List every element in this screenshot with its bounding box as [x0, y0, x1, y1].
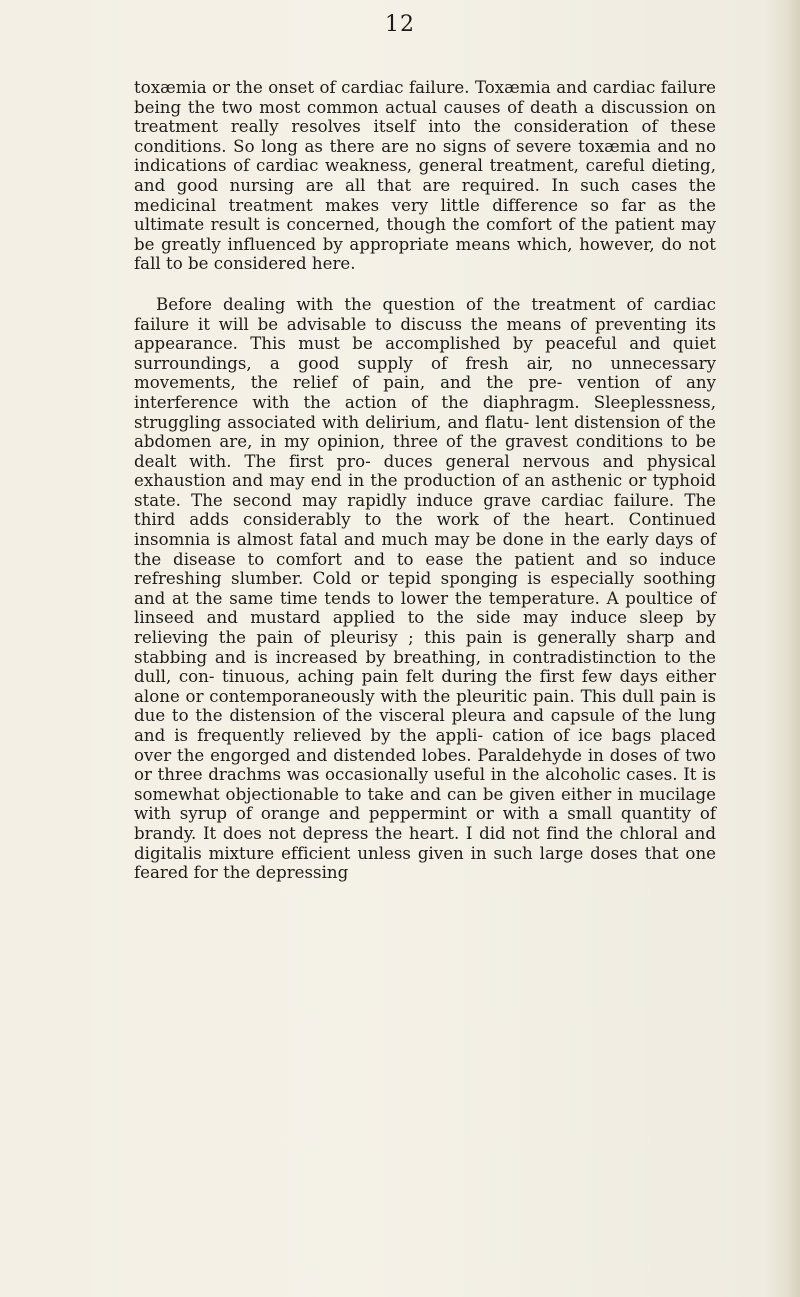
page-edge-shadow [766, 0, 800, 1297]
paragraph-1: toxæmia or the onset of cardiac failure. Toxæmia and cardiac failure being the two most common actual causes of death a discussion on treatment really resolves itself into the consideration of these conditions. So long as there are no signs of severe toxæmia and no indications of cardiac weakness, general treatment, careful dieting, and good nursing are all that are required. In such cases the medicinal treatment makes very little difference so far as the ultimate result is concerned, though the comfort of the patient may be greatly influenced by appropriate means which, however, do not fall to be considered here. [134, 78, 716, 274]
paragraph-2: Before dealing with the question of the treatment of cardiac failure it will be advisable to discuss the means of preventing its appearance. This must be accomplished by peaceful and quiet surroundings, a good supply of fresh air, no unnecessary movements, the relief of pain, and the pre- vention of any interference with the action of the diaphragm. Sleeplessness, struggling associated with delirium, and flatu- lent distension of the abdomen are, in my opinion, three of the gravest conditions to be dealt with. The first pro- duces general nervous and physical exhaustion and may end in the production of an asthenic or typhoid state. The second may rapidly induce grave cardiac failure. The third adds considerably to the work of the heart. Continued insomnia is almost fatal and much may be done in the early days of the disease to comfort and to ease the patient and so induce refreshing slumber. Cold or tepid sponging is especially soothing and at the same time tends to lower the temperature. A poultice of linseed and mustard applied to the side may induce sleep by relieving the pain of pleurisy ; this pain is generally sharp and stabbing and is increased by breathing, in contradistinction to the dull, con- tinuous, aching pain felt during the first few days either alone or contemporaneously with the pleuritic pain. This dull pain is due to the distension of the visceral pleura and capsule of the lung and is frequently relieved by the appli- cation of ice bags placed over the engorged and distended lobes. Paraldehyde in doses of two or three drachms was occasionally useful in the alcoholic cases. It is somewhat objectionable to take and can be given either in mucilage with syrup of orange and peppermint or with a small quantity of brandy. It does not depress the heart. I did not find the chloral and digitalis mixture efficient unless given in such large doses that one feared for the depressing [134, 294, 716, 883]
page-number: 12 [385, 12, 415, 37]
page-body [134, 78, 716, 883]
